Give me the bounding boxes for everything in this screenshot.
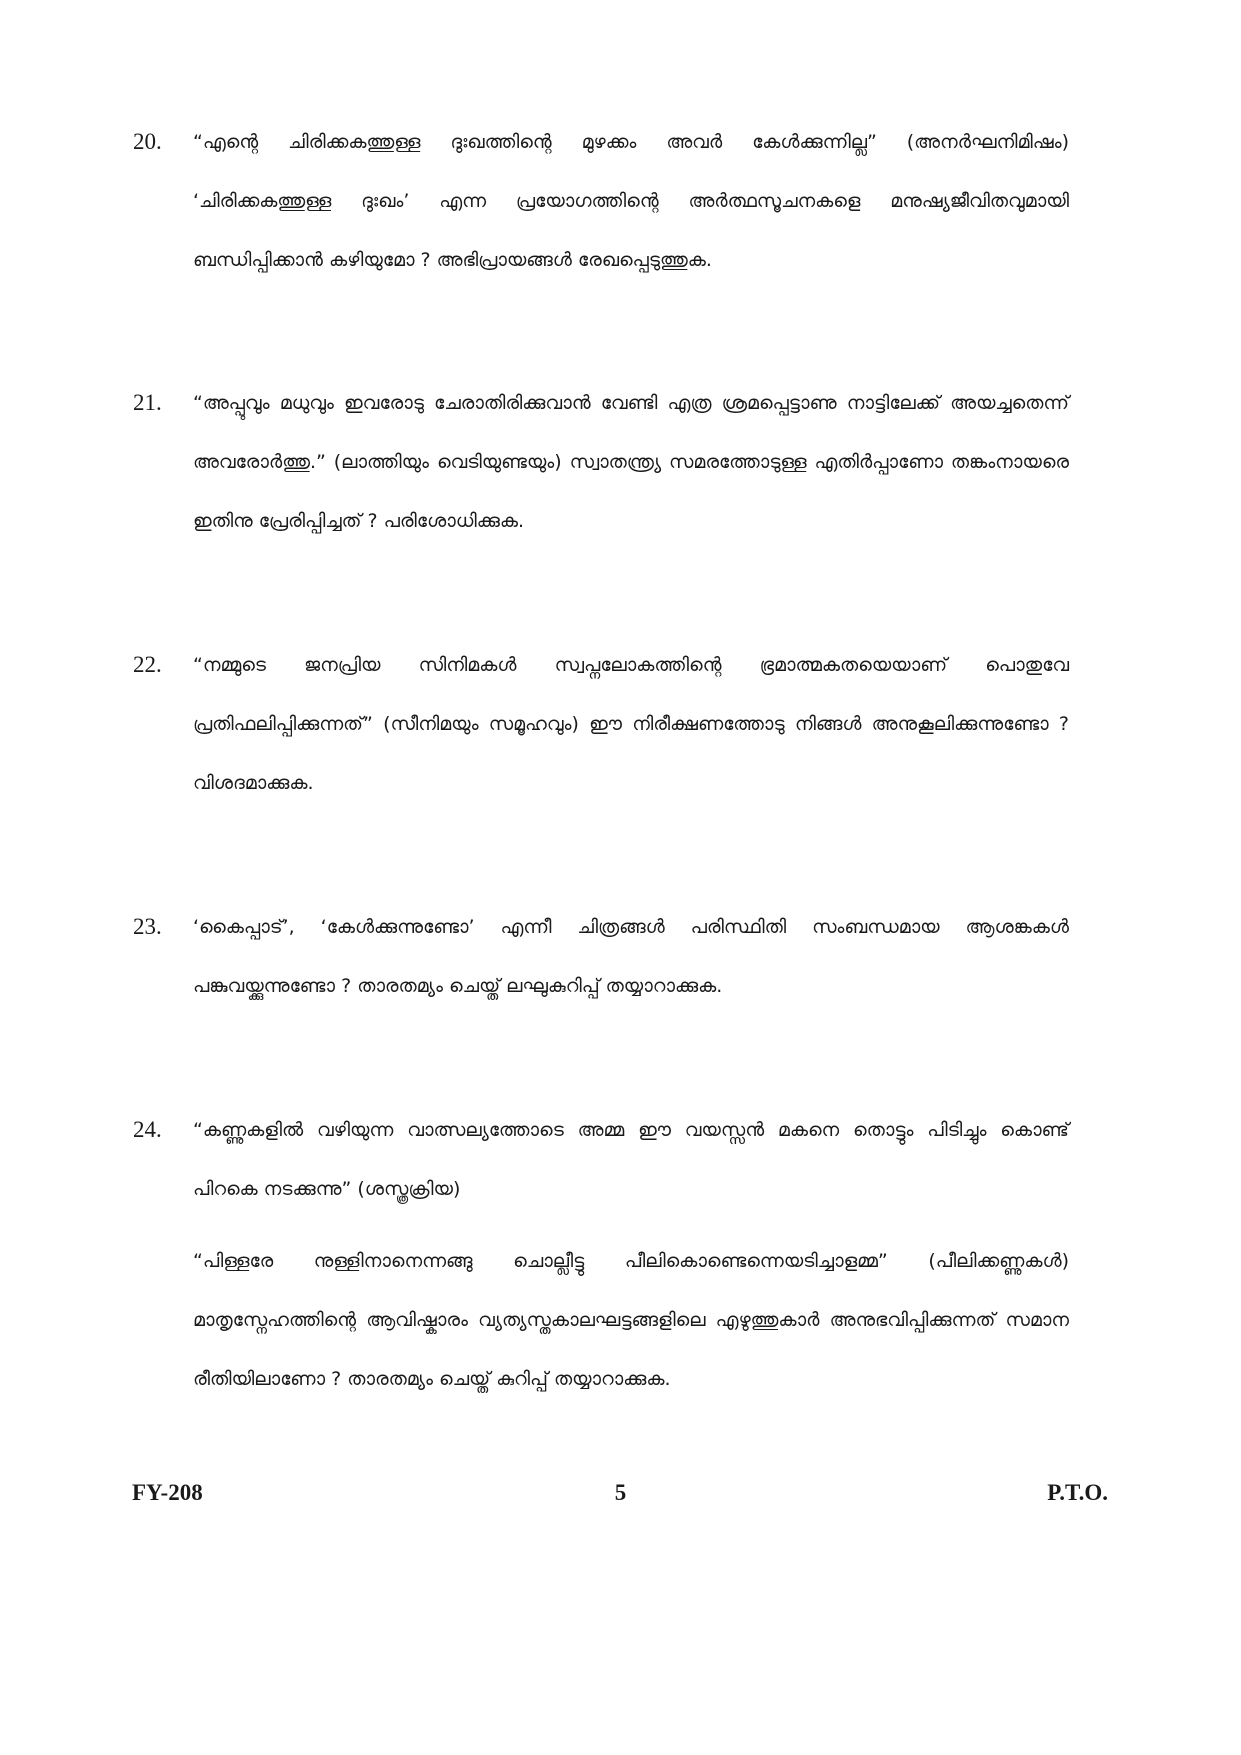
question-text (193, 898, 1069, 1016)
page-number: 5 (614, 1480, 627, 1505)
question-text (193, 636, 1069, 813)
question-number: 21. (133, 390, 162, 415)
question-number: 22. (133, 652, 162, 677)
question-text (193, 1101, 1069, 1409)
question-paragraph: “നമ്മുടെ ജനപ്രിയ സിനിമകൾ സ്വപ്നലോകത്തിന്റെ ഭ്രമാത്മകതയെയാണ് പൊതുവേ പ്രതിഫലിപ്പിക്കുന്നത്” (സീനിമയും സമൂഹവും) ഈ നിരീക്ഷണത്തോടു നിങ്ങൾ അനുകൂലിക്കുന്നുണ്ടോ ? വിശദമാക്കുക. (193, 654, 1069, 794)
question-number: 20. (133, 129, 162, 154)
please-turn-over: P.T.O. (1047, 1480, 1108, 1505)
question-text (193, 113, 1069, 290)
question-paragraph: “കണ്ണുകളിൽ വഴിയുന്ന വാത്സല്യത്തോടെ അമ്മ ഈ വയസ്സൻ മകനെ തൊട്ടും പിടിച്ചും കൊണ്ട് പിറകെ നടക്കുന്നു” (ശസ്ത്രക്രിയ) (193, 1119, 1069, 1200)
question-number: 23. (133, 914, 162, 939)
question-paragraph: “അപ്പുവും മധുവും ഇവരോടു ചേരാതിരിക്കുവാൻ വേണ്ടി എത്ര ശ്രമപ്പെട്ടാണു നാട്ടിലേക്ക് അയച്ചതെന്ന് അവരോർത്തു.” (ലാത്തിയും വെടിയുണ്ടയും) സ്വാതന്ത്ര്യ സമരത്തോടുള്ള എതിർപ്പാണോ തങ്കംനായരെ ഇതിനു പ്രേരിപ്പിച്ചത് ? പരിശോധിക്കുക. (193, 392, 1069, 532)
question-paragraph: “എന്റെ ചിരിക്കകത്തുള്ള ദുഃഖത്തിന്റെ മുഴക്കം അവർ കേൾക്കുന്നില്ല” (അനർഘനിമിഷം) ‘ചിരിക്കകത്തുള്ള ദുഃഖം’ എന്ന പ്രയോഗത്തിന്റെ അർത്ഥസൂചനകളെ മനുഷ്യജീവിതവുമായി ബന്ധിപ്പിക്കാൻ കഴിയുമോ ? അഭിപ്രായങ്ങൾ രേഖപ്പെടുത്തുക. (193, 131, 1069, 271)
question-text (193, 374, 1069, 551)
question-paragraph: “പിള്ളരേ നുള്ളിനാനെന്നങ്ങു ചൊല്ലീട്ടു പീലികൊണ്ടെന്നെയടിച്ചാളമ്മ” (പീലിക്കണ്ണുകൾ) മാതൃസ്നേഹത്തിന്റെ ആവിഷ്കാരം വ്യത്യസ്തകാലഘട്ടങ്ങളിലെ എഴുത്തുകാർ അനുഭവിപ്പിക്കുന്നത് സമാന രീതിയിലാണോ ? താരതമ്യം ചെയ്ത് കുറിപ്പ് തയ്യാറാക്കുക. (193, 1250, 1069, 1390)
question-number: 24. (133, 1117, 162, 1142)
paper-code: FY-208 (132, 1480, 203, 1505)
question-paragraph: ‘കൈപ്പാട്’, ‘കേൾക്കുന്നുണ്ടോ’ എന്നീ ചിത്രങ്ങൾ പരിസ്ഥിതി സംബന്ധമായ ആശങ്കകൾ പങ്കുവയ്ക്കുന്നുണ്ടോ ? താരതമ്യം ചെയ്ത് ലഘുകുറിപ്പ് തയ്യാറാക്കുക. (193, 916, 1069, 997)
page-footer (0, 1480, 1241, 1514)
